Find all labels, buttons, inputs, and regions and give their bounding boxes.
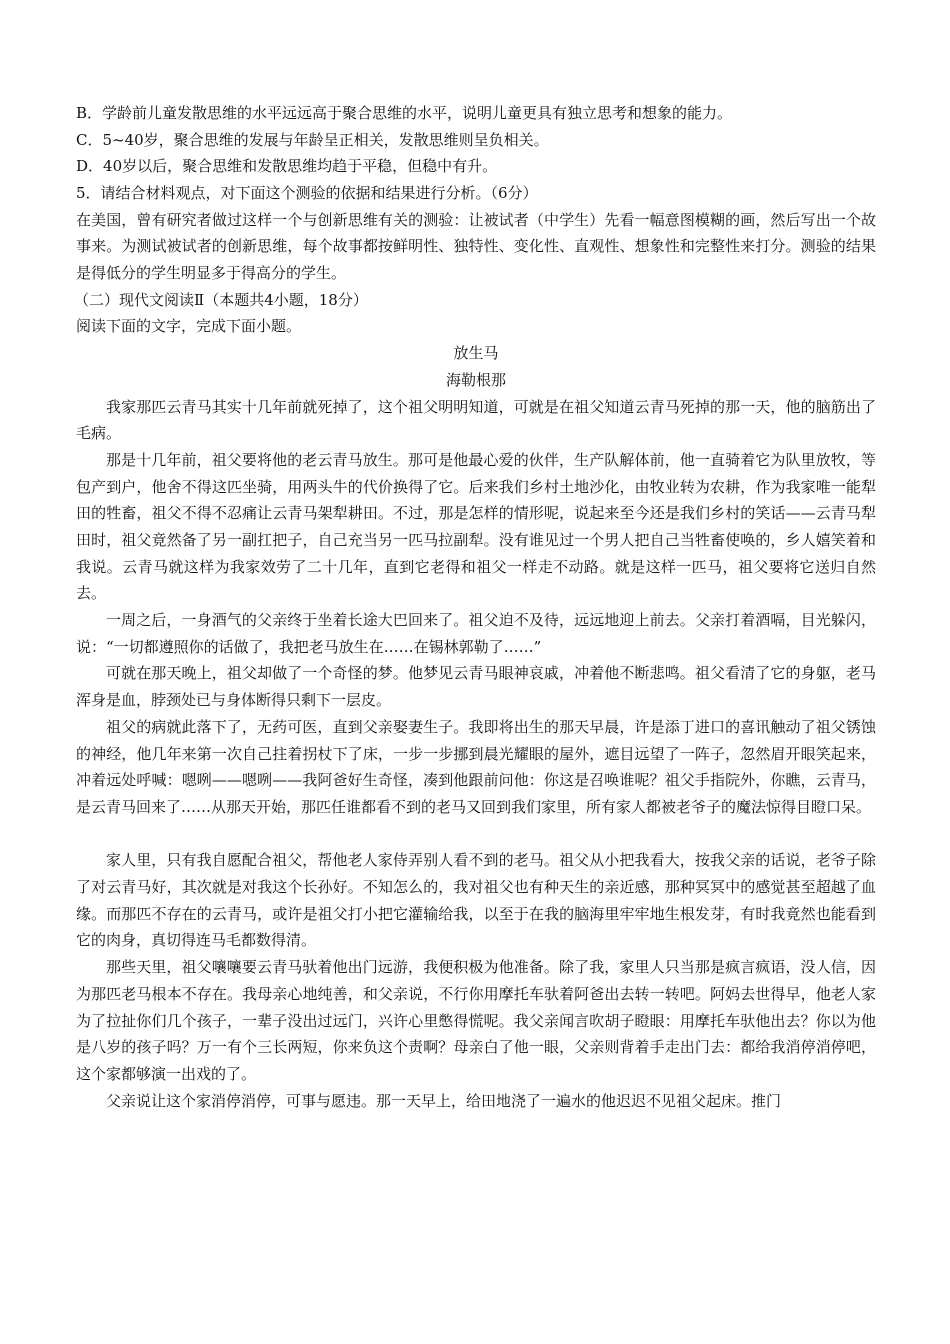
article-title: 放生马: [453, 344, 499, 363]
option-c: C．5~40岁，聚合思维的发展与年龄呈正相关，发散思维则呈负相关。: [76, 130, 549, 149]
article-paragraph: 父亲说让这个家消停消停，可事与愿违。那一天早上，给田地浇了一遍水的他迟迟不见祖父起床。推门: [106, 1091, 782, 1110]
section-heading: （二）现代文阅读Ⅱ（本题共4小题，18分）: [74, 290, 368, 309]
article-paragraph: 那是十几年前，祖父要将他的老云青马放生。那可是他最心爱的伙伴，生产队解体前，他一直骑着它为队里放牧，等包产到户，他舍不得这匹坐骑，用两头牛的代价换得了它。后来我们乡村土地沙化，由牧业转为农耕，作为我家唯一能犁田的牲畜，祖父不得不忍痛让云青马架犁耕田。不过，那是怎样的情形呢，说起来至今还是我们乡村的笑话——云青马犁田时，祖父竟然备了另一副扛把子，自己充当另一匹马拉副犁。没有谁见过一个男人把自己当牲畜使唤的，乡人嬉笑着和我说。云青马就这样为我家效劳了二十几年，直到它老得和祖父一样走不动路。就是这样一匹马，祖父要将它送归自然去。: [76, 450, 876, 603]
article-author: 海勒根那: [445, 370, 506, 389]
article-paragraph: 家人里，只有我自愿配合祖父，帮他老人家侍弄别人看不到的老马。祖父从小把我看大，按我父亲的话说，老爷子除了对云青马好，其次就是对我这个长孙好。不知怎么的，我对祖父也有种天生的亲近感，那种冥冥中的感觉甚至超越了血缘。而那匹不存在的云青马，或许是祖父打小把它灌输给我，以至于在我的脑海里牢牢地生根发芽，有时我竟然也能看到它的肉身，真切得连马毛都数得清。: [76, 851, 876, 950]
article-paragraph: 一周之后，一身酒气的父亲终于坐着长途大巴回来了。祖父迫不及待，远远地迎上前去。父亲打着酒嗝，目光躲闪，说：“一切都遵照你的话做了，我把老马放生在……在锡林郭勒了……”: [76, 611, 876, 656]
article-paragraph: 那些天里，祖父嚷嚷要云青马驮着他出门远游，我便积极为他准备。除了我，家里人只当那是疯言疯语，没人信，因为那匹老马根本不存在。我母亲心地纯善，和父亲说，不行你用摩托车驮着阿爸出去转一转吧。阿妈去世得早，他老人家为了拉扯你们几个孩子，一辈子没出过远门，兴许心里憋得慌呢。我父亲闻言吹胡子瞪眼：用摩托车驮他出去？你以为他是八岁的孩子吗？万一有个三长两短，你来负这个责啊？母亲白了他一眼，父亲则背着手走出门去：都给我消停消停吧，这个家都够演一出戏的了。: [76, 958, 876, 1083]
question-5: 5．请结合材料观点，对下面这个测验的依据和结果进行分析。（6分）: [76, 184, 538, 203]
exam-page: [76, 100, 876, 1114]
option-b: B．学龄前儿童发散思维的水平远远高于聚合思维的水平，说明儿童更具有独立思考和想象的能力。: [76, 104, 733, 122]
article-paragraph: 我家那匹云青马其实十几年前就死掉了，这个祖父明明知道，可就是在祖父知道云青马死掉的那一天，他的脑筋出了毛病。: [76, 397, 876, 443]
question-5-material: 在美国，曾有研究者做过这样一个与创新思维有关的测验：让被试者（中学生）先看一幅意图模糊的画，然后写出一个故事来。为测试被试者的创新思维，每个故事都按鲜明性、独特性、变化性、直观性、想象性和完整性来打分。测验的结果是得低分的学生明显多于得高分的学生。: [76, 210, 876, 283]
article-paragraph: 祖父的病就此落下了，无药可医，直到父亲娶妻生子。我即将出生的那天早晨，许是添丁进口的喜讯触动了祖父锈蚀的神经，他几年来第一次自己拄着拐杖下了床，一步一步挪到晨光耀眼的屋外，遮目远望了一阵子，忽然眉开眼笑起来，冲着远处呼喊：嗯咧——嗯咧——我阿爸好生奇怪，凑到他跟前问他：你这是召唤谁呢？祖父手指院外，你瞧，云青马，是云青马回来了……从那天开始，那匹任谁都看不到的老马又回到我们家里，所有家人都被老爷子的魔法惊得目瞪口呆。: [76, 717, 876, 816]
option-d: D．40岁以后，聚合思维和发散思维均趋于平稳，但稳中有升。: [76, 157, 498, 176]
article-paragraph: 可就在那天晚上，祖父却做了一个奇怪的梦。他梦见云青马眼神哀戚，冲着他不断悲鸣。祖父看清了它的身躯，老马浑身是血，脖颈处已与身体断得只剩下一层皮。: [76, 664, 876, 710]
reading-instruction: 阅读下面的文字，完成下面小题。: [76, 317, 302, 336]
